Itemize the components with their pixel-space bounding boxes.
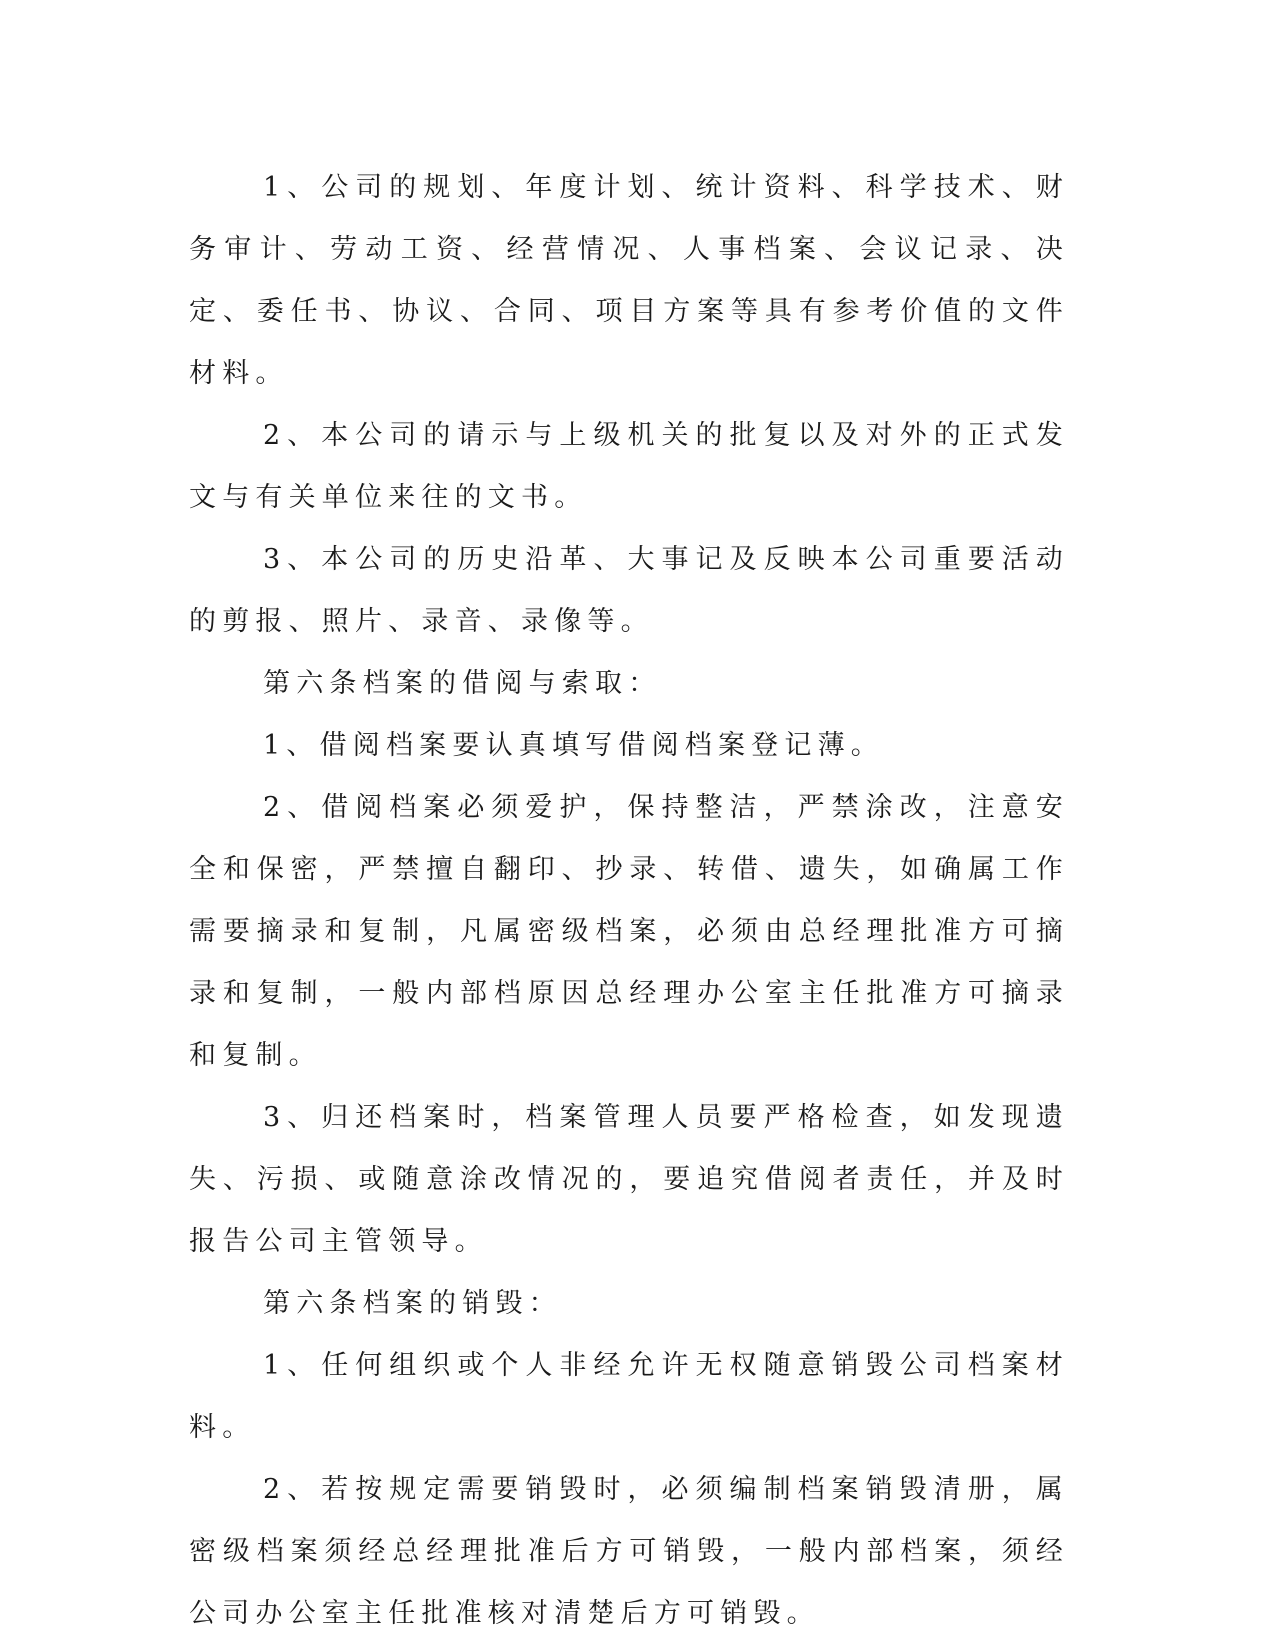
paragraph-2: 2、本公司的请示与上级机关的批复以及对外的正式发文与有关单位来往的文书。 — [189, 420, 1069, 513]
paragraph-3: 3、本公司的历史沿革、大事记及反映本公司重要活动的剪报、照片、录音、录像等。 — [189, 544, 1069, 637]
paragraph-7: 1、任何组织或个人非经允许无权随意销毁公司档案材料。 — [189, 1350, 1069, 1443]
document-body — [189, 157, 1069, 1645]
paragraph-1: 1、公司的规划、年度计划、统计资料、科学技术、财务审计、劳动工资、经营情况、人事档案、会议记录、决定、委任书、协议、合同、项目方案等具有参考价值的文件材料。 — [189, 172, 1069, 389]
paragraph-8: 2、若按规定需要销毁时，必须编制档案销毁清册，属密级档案须经总经理批准后方可销毁，一般内部档案，须经公司办公室主任批准核对清楚后方可销毁。 — [189, 1474, 1069, 1629]
paragraph-4: 1、借阅档案要认真填写借阅档案登记薄。 — [263, 730, 884, 761]
section-heading-borrowing: 第六条档案的借阅与索取： — [263, 668, 662, 699]
paragraph-5: 2、借阅档案必须爱护，保持整洁，严禁涂改，注意安全和保密，严禁擅自翻印、抄录、转借、遗失，如确属工作需要摘录和复制，凡属密级档案，必须由总经理批准方可摘录和复制，一般内部档原因总经理办公室主任批准方可摘录和复制。 — [189, 792, 1069, 1071]
paragraph-6: 3、归还档案时，档案管理人员要严格检查，如发现遗失、污损、或随意涂改情况的，要追究借阅者责任，并及时报告公司主管领导。 — [189, 1102, 1069, 1257]
section-heading-destruction: 第六条档案的销毁： — [263, 1288, 562, 1319]
